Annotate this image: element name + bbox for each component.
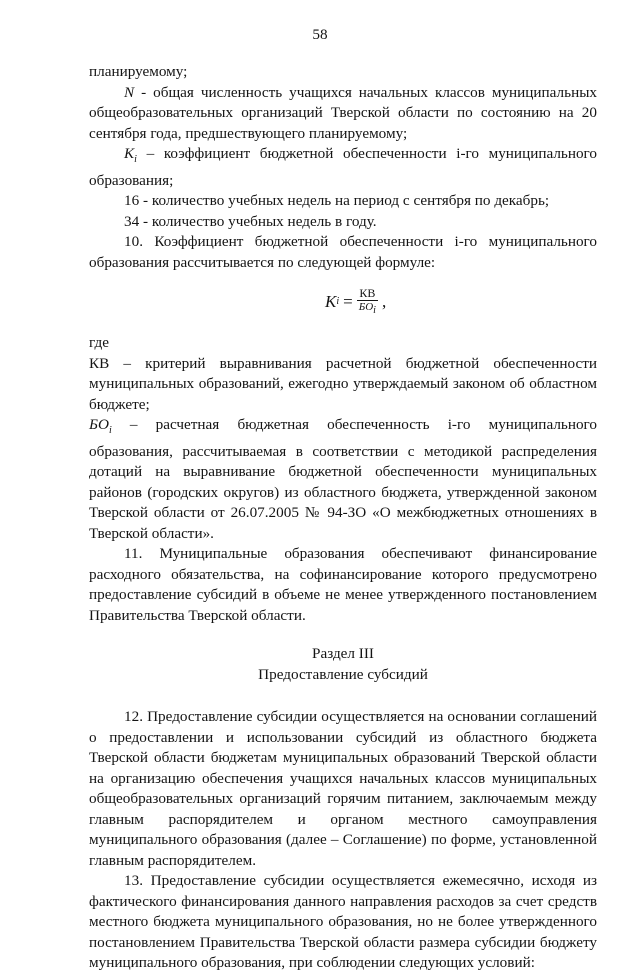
clause-10: 10. Коэффициент бюджетной обеспеченности i-го муниципального образования рассчитывается по следующей формуле: [89,233,597,271]
variable-n: N [124,83,135,101]
definition-34: 34 - количество учебных недель в году. [124,212,377,230]
variable-bo-subscript: i [108,425,112,437]
formula-denominator-base: БО [358,301,374,314]
definition-boi-text: – расчетная бюджетная обеспеченность i-го муниципального образования, рассчитываемая в соответствии с методикой распределения дотаций на выравнивание бюджетной обеспеченности муниципальных районов (городских округов) из областного бюджета, утвержденной законом Тверской области от 26.07.2005 № 94-ЗО «О межбюджетных отношениях в Тверской области». [89,416,597,542]
document-body [89,62,597,974]
section-number: Раздел III [312,645,374,663]
definition-kv: КВ – критерий выравнивания расчетной бюджетной обеспеченности муниципальных образований, ежегодно утверждаемый законом об областном бюджете; [89,354,597,413]
formula-comma: , [381,291,387,311]
formula-expression [325,287,386,317]
clause-11: 11. Муниципальные образования обеспечивают финансирование расходного обязательства, на софинансирование которого предусмотрено предоставление субсидий в объеме не менее утвержденного постановлением Правительства Тверской области. [89,545,597,624]
definition-ki [89,144,597,191]
formula-fraction [357,287,378,317]
variable-bo: БО [89,416,109,434]
paragraph-continuation: планируемому; [89,63,188,80]
page-number: 58 [312,26,328,43]
formula-lhs-subscript: i [336,295,340,307]
where-label: где [89,334,109,352]
formula-numerator: КВ [359,286,376,301]
formula-denominator [357,301,378,317]
variable-k-subscript: i [134,154,137,166]
formula-denominator-subscript: i [373,305,376,317]
definition-ki-text: – коэффициент бюджетной обеспеченности i-го муниципального образования; [89,145,597,189]
definition-n-text: - общая численность учащихся начальных классов муниципальных общеобразовательных организаций Тверской области по состоянию на 20 сентября года, предшествующего планируемому; [89,83,597,142]
definition-boi [89,415,597,544]
definition-16: 16 - количество учебных недель на период с сентября по декабрь; [124,192,550,210]
section-title: Предоставление субсидий [258,665,428,683]
formula-equals: = [343,291,353,311]
variable-k: K [124,145,135,162]
clause-12: 12. Предоставление субсидии осуществляется на основании соглашений о предоставлении и использовании субсидий из областного бюджета Тверской области бюджетам муниципальных образований Тверской области на организацию обеспечения учащихся начальных классов муниципальных общеобразовательных организаций горячим питанием, заключаемым между главным распорядителем и органом местного самоуправления муниципального образования (далее – Соглашение) по форме, установленной главным распорядителем. [89,708,597,869]
formula [89,273,597,333]
formula-lhs: K [325,291,337,311]
definition-n [89,83,597,145]
clause-13: 13. Предоставление субсидии осуществляется ежемесячно, исходя из фактического финансирования данного направления расходов за счет средств местного бюджета муниципального образования, но не более утвержденного постановлением Правительства Тверской области размера субсидии бюджету муниципального образования, при соблюдении следующих условий: [89,872,597,972]
